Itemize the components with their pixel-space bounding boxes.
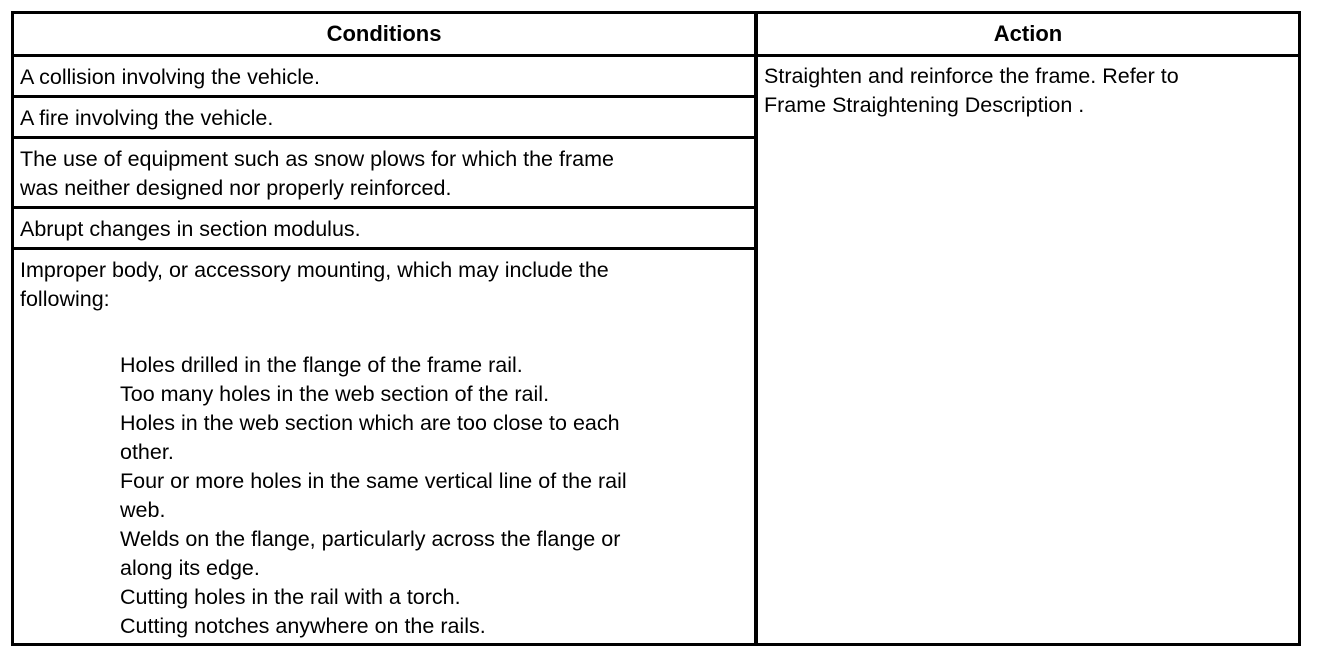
sub-list-item: Welds on the flange, particularly across the flange or [120,527,621,551]
condition-row-section-modulus [20,215,748,244]
condition-text: Improper body, or accessory mounting, which may include the [20,258,609,282]
condition-row-mounting [20,256,748,314]
action-cell [764,62,1179,120]
column-divider [754,14,758,643]
sub-list-item: Holes in the web section which are too close to each [120,411,620,435]
sub-list-item: Cutting notches anywhere on the rails. [120,614,486,638]
row-divider [14,95,754,98]
row-divider [14,136,754,139]
sub-list-item: other. [120,440,174,464]
condition-text: Abrupt changes in section modulus. [20,217,361,241]
condition-text: A collision involving the vehicle. [20,65,320,89]
header-divider [14,54,1298,57]
header-action: Action [993,21,1063,46]
row-divider [14,206,754,209]
sub-list-item: Too many holes in the web section of the rail. [120,382,550,406]
mounting-sub-list [120,351,627,641]
condition-row-collision [20,63,748,92]
conditions-action-table [11,11,1301,646]
condition-row-fire [20,104,748,133]
condition-text: was neither designed nor properly reinforced. [20,176,452,200]
sub-list-item: Four or more holes in the same vertical line of the rail [120,469,627,493]
condition-text: The use of equipment such as snow plows for which the frame [20,147,614,171]
condition-text: following: [20,287,110,311]
sub-list-item: Holes drilled in the flange of the frame rail. [120,353,523,377]
action-text: Straighten and reinforce the frame. Refer to [764,64,1179,88]
condition-text: A fire involving the vehicle. [20,106,274,130]
row-divider [14,247,754,250]
header-conditions: Conditions [326,21,442,46]
sub-list-item: Cutting holes in the rail with a torch. [120,585,461,609]
sub-list-item: web. [120,498,166,522]
action-text: Frame Straightening Description . [764,93,1085,117]
condition-row-equipment [20,145,748,203]
sub-list-item: along its edge. [120,556,260,580]
